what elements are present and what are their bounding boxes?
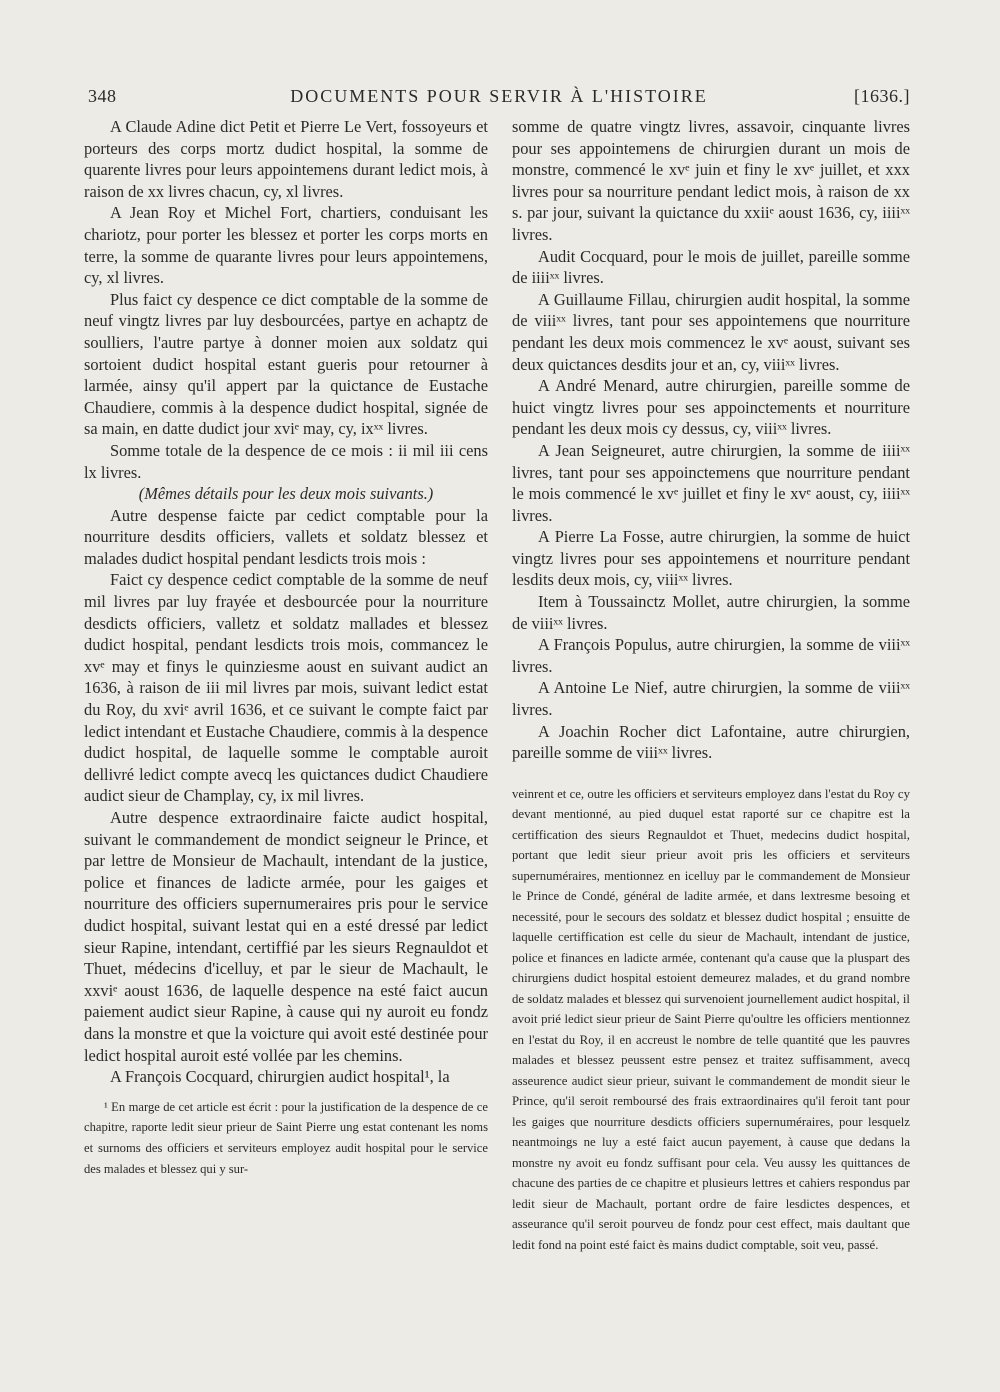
- footnote-continuation-text: veinrent et ce, outre les officiers et serviteurs employez dans l'estat du Roy cy devant mentionné, au pied duquel estat raporté sur ce chapitre est la certiffication des sieurs Regnauldot et Thuet, medecins dudict hospital, portant que ledit sieur prieur avoit pris les officiers et serviteurs supernuméraires, mentionnez en icelluy par le commandement de Monsieur le Prince de Condé, général de ladite armée, et dans lextresme besoing et necessité, pour le secours des soldatz et blessez dudict hospital ; ensuitte de laquelle certiffication est celle du sieur de Machault, intendant de justice, police et finances en ladicte armée, contenant qu'a cause que la pluspart des chirurgiens dudict hospital estoient demeurez malades, et du grand nombre de soldatz malades et blessez qui survenoient journellement audict hospital, il avoit prié ledict sieur prieur de Saint Pierre qu'oultre les officiers mentionnez en l'estat du Roy, il en accreust le nombre de telle quantité que les pauvres malades et blessez peussent estre pensez et traitez suffisamment, avecq asseurence audict sieur prieur, suivant le commandement de mondit sieur le Prince, qu'il seroit remboursé des frais extraordinaires qu'il feroit tant pour les gaiges que nourriture desdicts officiers supernuméraires, pour lesquelz neantmoings ne luy a esté faict aucun payement, à cause que dedans la monstre ny avoit eu fondz suffisant pour cela. Veu aussy les quittances de chacune des parties de ce chapitre et plusieurs lettres et cahiers respondus par ledit sieur de Machault, portant ordre de faire lesdictes despences, et asseurance qu'il seroit pourveu de fondz pour cest effect, mais daultant que ledit fond na point esté faict ès mains dudict comptable, soit veu, passé.: [512, 786, 910, 1252]
- paragraph: A François Populus, autre chirurgien, la somme de viiiˣˣ livres.: [512, 635, 910, 676]
- running-title: DOCUMENTS POUR SERVIR À L'HISTOIRE: [290, 86, 708, 106]
- paragraph: A Jean Seigneuret, autre chirurgien, la somme de iiiiˣˣ livres, tant pour ses appoinctemens que nourriture pendant le mois commencé le xvᵉ juillet et finy le xvᵉ aoust, cy, iiiiˣˣ livres.: [512, 440, 910, 525]
- paragraph: somme de quatre vingtz livres, assavoir, cinquante livres pour ses appointemens de chirurgien durant un mois de monstre, commencé le xvᵉ juin et finy le xvᵉ juillet, et xxx livres pour sa nourriture pendant ledict mois, à raison de xx s. par jour, suivant la quictance du xxiiᵉ aoust 1636, cy, iiiiˣˣ livres.: [512, 117, 910, 244]
- paragraph: Item à Toussainctz Mollet, autre chirurgien, la somme de viiiˣˣ livres.: [512, 592, 910, 633]
- paragraph: Autre despense faicte par cedict comptable pour la nourriture desdits officiers, vallets et soldatz blessez et malades dudict hospital pendant lesdicts trois mois :: [84, 505, 488, 568]
- page-header: [88, 86, 910, 112]
- editorial-note: [84, 483, 488, 505]
- paragraph: A Claude Adine dict Petit et Pierre Le Vert, fossoyeurs et porteurs des corps mortz dudict hospital, la somme de quarente livres pour leurs appointemens durant ledict mois, à raison de xx livres chacun, cy, xl livres.: [84, 117, 488, 201]
- year-bracket: [1636.]: [854, 86, 910, 106]
- paragraph: A Joachin Rocher dict Lafontaine, autre chirurgien, pareille somme de viiiˣˣ livres.: [512, 721, 910, 763]
- paragraph: A André Menard, autre chirurgien, pareille somme de huict vingtz livres pour ses appoinctements et nourriture pendant les deux mois cy dessus, cy, viiiˣˣ livres.: [512, 376, 910, 439]
- editorial-note-text: (Mêmes détails pour les deux mois suivants.): [138, 484, 434, 504]
- footnote: [84, 1097, 488, 1179]
- paragraph: Plus faict cy despence ce dict comptable de la somme de neuf vingtz livres par luy desbourcées, partye en achaptz de soulliers, l'autre partye à donner moien aux soldatz qui sortoient dudict hospital estant gueris pour retourner à larmée, ainsy qu'il appert par la quictance de Eustache Chaudiere, commis à la despence dudict hospital, signée de sa main, en datte dudict jour xviᵉ may, cy, ixˣˣ livres.: [84, 289, 488, 439]
- left-column: [84, 116, 488, 1176]
- paragraph: A Jean Roy et Michel Fort, chartiers, conduisant les chariotz, pour porter les blessez et porter les corps morts en terre, la somme de quarante livres pour leurs appointemens, cy, xl livres.: [84, 203, 488, 288]
- paragraph: Audit Cocquard, pour le mois de juillet, pareille somme de iiiiˣˣ livres.: [512, 246, 910, 288]
- paragraph: A Antoine Le Nief, autre chirurgien, la somme de viiiˣˣ livres.: [512, 678, 910, 720]
- footnote-continuation: [512, 784, 910, 1256]
- paragraph: A François Cocquard, chirurgien audict hospital¹, la: [110, 1067, 450, 1087]
- paragraph: Somme totale de la despence de ce mois : ii mil iii cens lx livres.: [84, 440, 488, 482]
- page-number: 348: [88, 86, 117, 106]
- right-column: [512, 116, 910, 1252]
- paragraph: A Pierre La Fosse, autre chirurgien, la somme de huict vingtz livres pour ses appointemens et nourriture pendant lesdits deux mois, cy, viiiˣˣ livres.: [512, 527, 910, 590]
- footnote-text: ¹ En marge de cet article est écrit : pour la justification de la despence de ce chapitre, raporte ledit sieur prieur de Saint Pierre ung estat contenant les noms et surnoms des officiers et serviteurs employez audit hospital pour le service des malades et blessez qui y sur-: [84, 1099, 488, 1176]
- paragraph: Autre despence extraordinaire faicte audict hospital, suivant le commandement de mondict seigneur le Prince, et par lettre de Monsieur de Machault, intendant de la justice, police et finances de ladicte armée, pour les gaiges et nourriture des officiers supernumeraires pris pour le service dudict hospital, suivant lestat qui en a esté dressé par ledict sieur Rapine, intendant, certiffié par les sieurs Regnauldot et Thuet, médecins d'icelluy, et par le sieur de Machault, le xxviᵉ aoust 1636, de laquelle despence na esté faict aucun paiement audict sieur Rapine, à cause qui ny auroit eu fondz dans la monstre et que la voicture qui avoit esté destinée pour ledict hospital auroit esté vollée par les chemins.: [84, 808, 488, 1065]
- paragraph: Faict cy despence cedict comptable de la somme de neuf mil livres par luy frayée et desbourcée pour la nourriture desdicts officiers, valletz et soldatz mallades et blessez dudict hospital, pendant lesdicts trois mois, commancez le xvᵉ may et finys le quinziesme aoust en suivant audict an 1636, à raison de iii mil livres par mois, suivant ledict estat du Roy, du xviᵉ avril 1636, et ce suivant le compte faict par ledict intendant et Eustache Chaudiere, commis à la despence dudict hospital, de laquelle somme le comptable auroit dellivré ledict compte avecq les quictances dudict Chaudiere audict sieur de Champlay, cy, ix mil livres.: [84, 570, 488, 806]
- paragraph: A Guillaume Fillau, chirurgien audit hospital, la somme de viiiˣˣ livres, tant pour ses appointemens que nourriture pendant les deux mois commencez le xvᵉ aoust, suivant ses deux quictances desdits jour et an, cy, viiiˣˣ livres.: [512, 289, 910, 374]
